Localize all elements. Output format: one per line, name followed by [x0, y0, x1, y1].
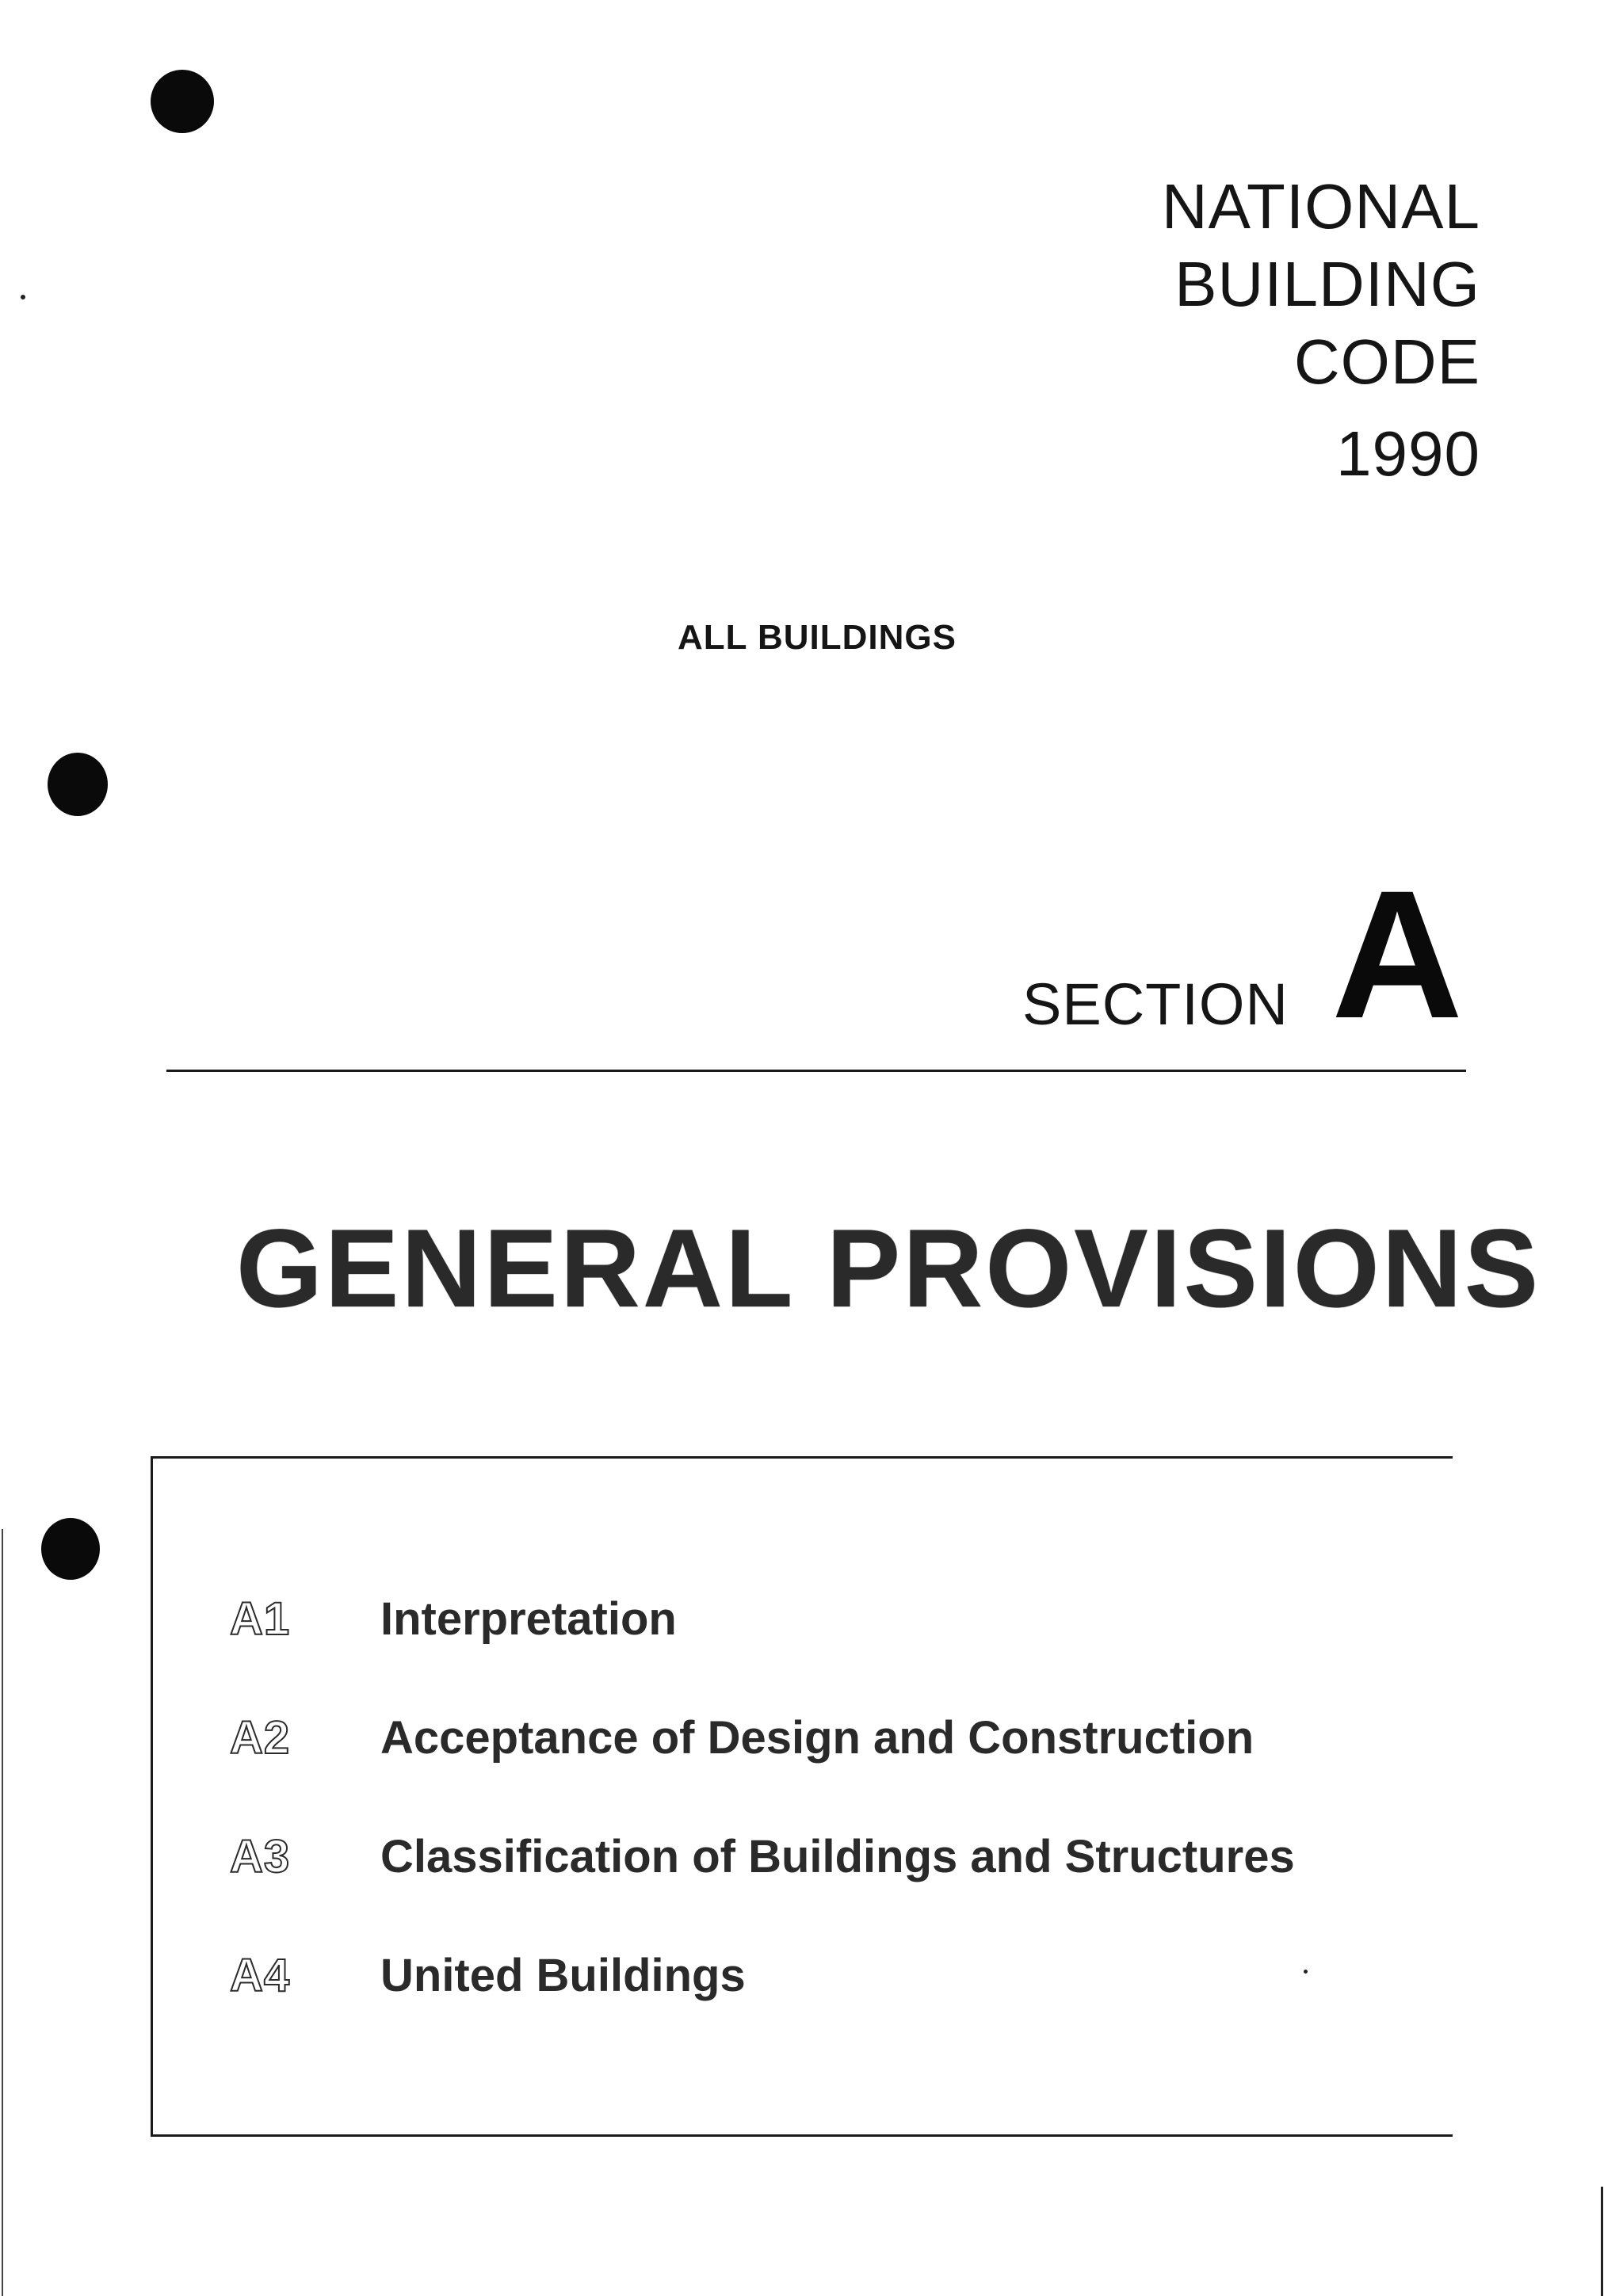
contents-list: [230, 1592, 1419, 2068]
scope-label: ALL BUILDINGS: [678, 618, 957, 657]
contents-code: A4: [230, 1950, 291, 2001]
title-line: CODE: [1293, 326, 1480, 397]
punch-hole: [48, 753, 108, 816]
contents-item: [230, 1711, 1419, 1830]
page-title: GENERAL PROVISIONS: [236, 1206, 1541, 1330]
section-letter: A: [1331, 852, 1464, 1056]
section-divider: [166, 1070, 1466, 1072]
punch-hole: [151, 70, 214, 133]
document-title: [1162, 168, 1480, 493]
contents-title: United Buildings: [380, 1950, 746, 2001]
contents-item: [230, 1949, 1419, 2068]
contents-code: A1: [230, 1593, 291, 1645]
contents-title: Interpretation: [380, 1593, 677, 1645]
title-year: 1990: [1336, 418, 1480, 489]
contents-item: [230, 1830, 1419, 1949]
scan-edge-line: [2, 1529, 3, 2296]
section-label: SECTION: [1022, 971, 1289, 1037]
contents-code: A3: [230, 1831, 291, 1882]
title-line: NATIONAL: [1161, 171, 1480, 242]
scan-edge-line: [1601, 2187, 1603, 2296]
contents-item: [230, 1592, 1419, 1711]
scan-speck: [21, 295, 25, 299]
punch-hole: [41, 1518, 100, 1580]
contents-title: Classification of Buildings and Structures: [380, 1831, 1295, 1882]
contents-code: A2: [230, 1712, 291, 1764]
contents-title: Acceptance of Design and Construction: [380, 1712, 1254, 1764]
title-line: BUILDING: [1174, 249, 1480, 319]
